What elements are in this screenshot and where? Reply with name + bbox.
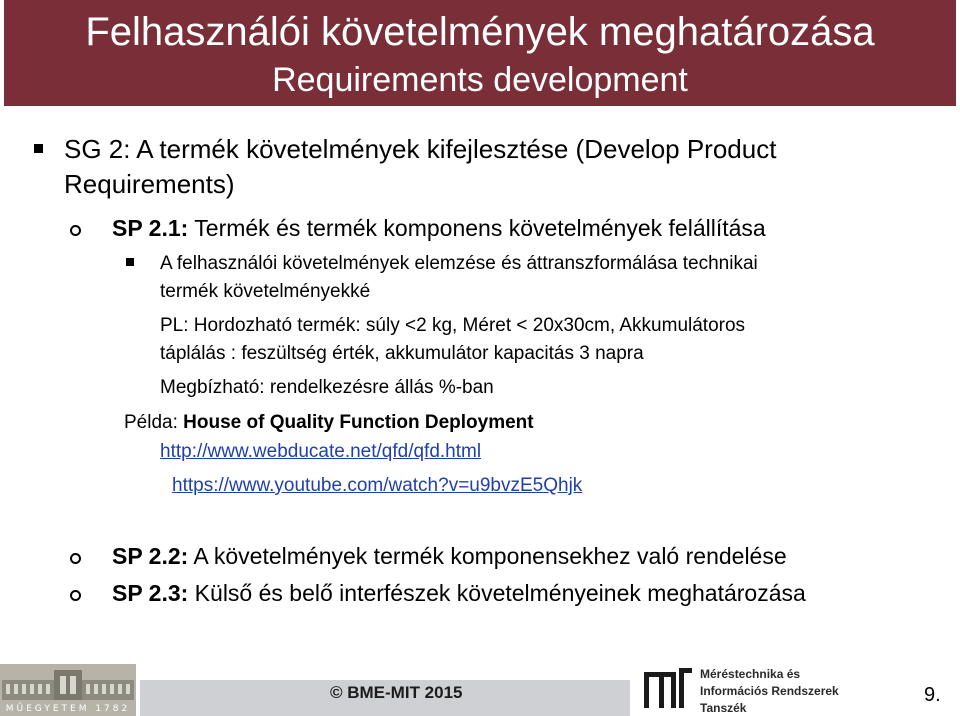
pl-line1: PL: Hordozható termék: súly <2 kg, Méret < 20x30cm, Akkumulátoros — [160, 315, 746, 336]
sg2-heading-line1: SG 2: A termék követelmények kifejlesztése (Develop Product — [64, 134, 777, 164]
example-title: House of Quality Function Deployment — [183, 412, 534, 433]
reliability-line: Megbízható: rendelkezésre állás %-ban — [160, 377, 494, 398]
circle-bullet-icon — [70, 225, 81, 236]
institute-name-line3: Tanszék — [700, 701, 747, 715]
copyright-text: © BME-MIT 2015 — [330, 683, 463, 702]
institute-name-line1: Méréstechnika és — [700, 667, 801, 681]
institute-name-line2: Információs Rendszerek — [700, 684, 839, 698]
square-bullet-icon — [34, 144, 43, 153]
example-label: Példa: — [124, 412, 184, 433]
square-bullet-icon — [126, 258, 134, 266]
sp22-line — [112, 541, 787, 571]
qfd-link[interactable]: http://www.webducate.net/qfd/qfd.html — [160, 441, 482, 462]
sp23-line — [112, 578, 806, 608]
sp21-line — [112, 213, 766, 243]
sp22-text: A követelmények termék komponensekhez való rendelése — [188, 543, 787, 569]
circle-bullet-icon — [70, 553, 81, 564]
sp22-label: SP 2.2: — [112, 543, 189, 569]
sp21-label: SP 2.1: — [112, 215, 189, 241]
slide-title-hungarian: Felhasználói követelmények meghatározása — [85, 10, 875, 54]
sp23-text: Külső és belő interfészek követelményeinek meghatározása — [188, 580, 806, 606]
building-icon — [2, 670, 134, 700]
mit-logo-icon — [644, 664, 692, 708]
circle-bullet-icon — [70, 590, 81, 601]
page-number: 9. — [924, 684, 941, 706]
requirement-item-line1: A felhasználói követelmények elemzése és áttranszformálása technikai — [160, 253, 758, 274]
example-line — [124, 410, 534, 436]
youtube-link[interactable]: https://www.youtube.com/watch?v=u9bvzE5Qhjk — [172, 475, 583, 496]
university-caption: MŰEGYETEM 1782 — [5, 704, 131, 714]
sp23-label: SP 2.3: — [112, 580, 189, 606]
requirement-item-line2: termék követelményekké — [160, 281, 371, 302]
slide-title-english: Requirements development — [272, 61, 688, 99]
sp21-text: Termék és termék komponens követelmények felállítása — [188, 215, 766, 241]
sg2-heading-line2: Requirements) — [64, 169, 235, 199]
pl-line2: táplálás : feszültség érték, akkumulátor kapacitás 3 napra — [160, 343, 644, 364]
university-building-logo — [0, 664, 136, 716]
title-bar — [4, 0, 956, 106]
